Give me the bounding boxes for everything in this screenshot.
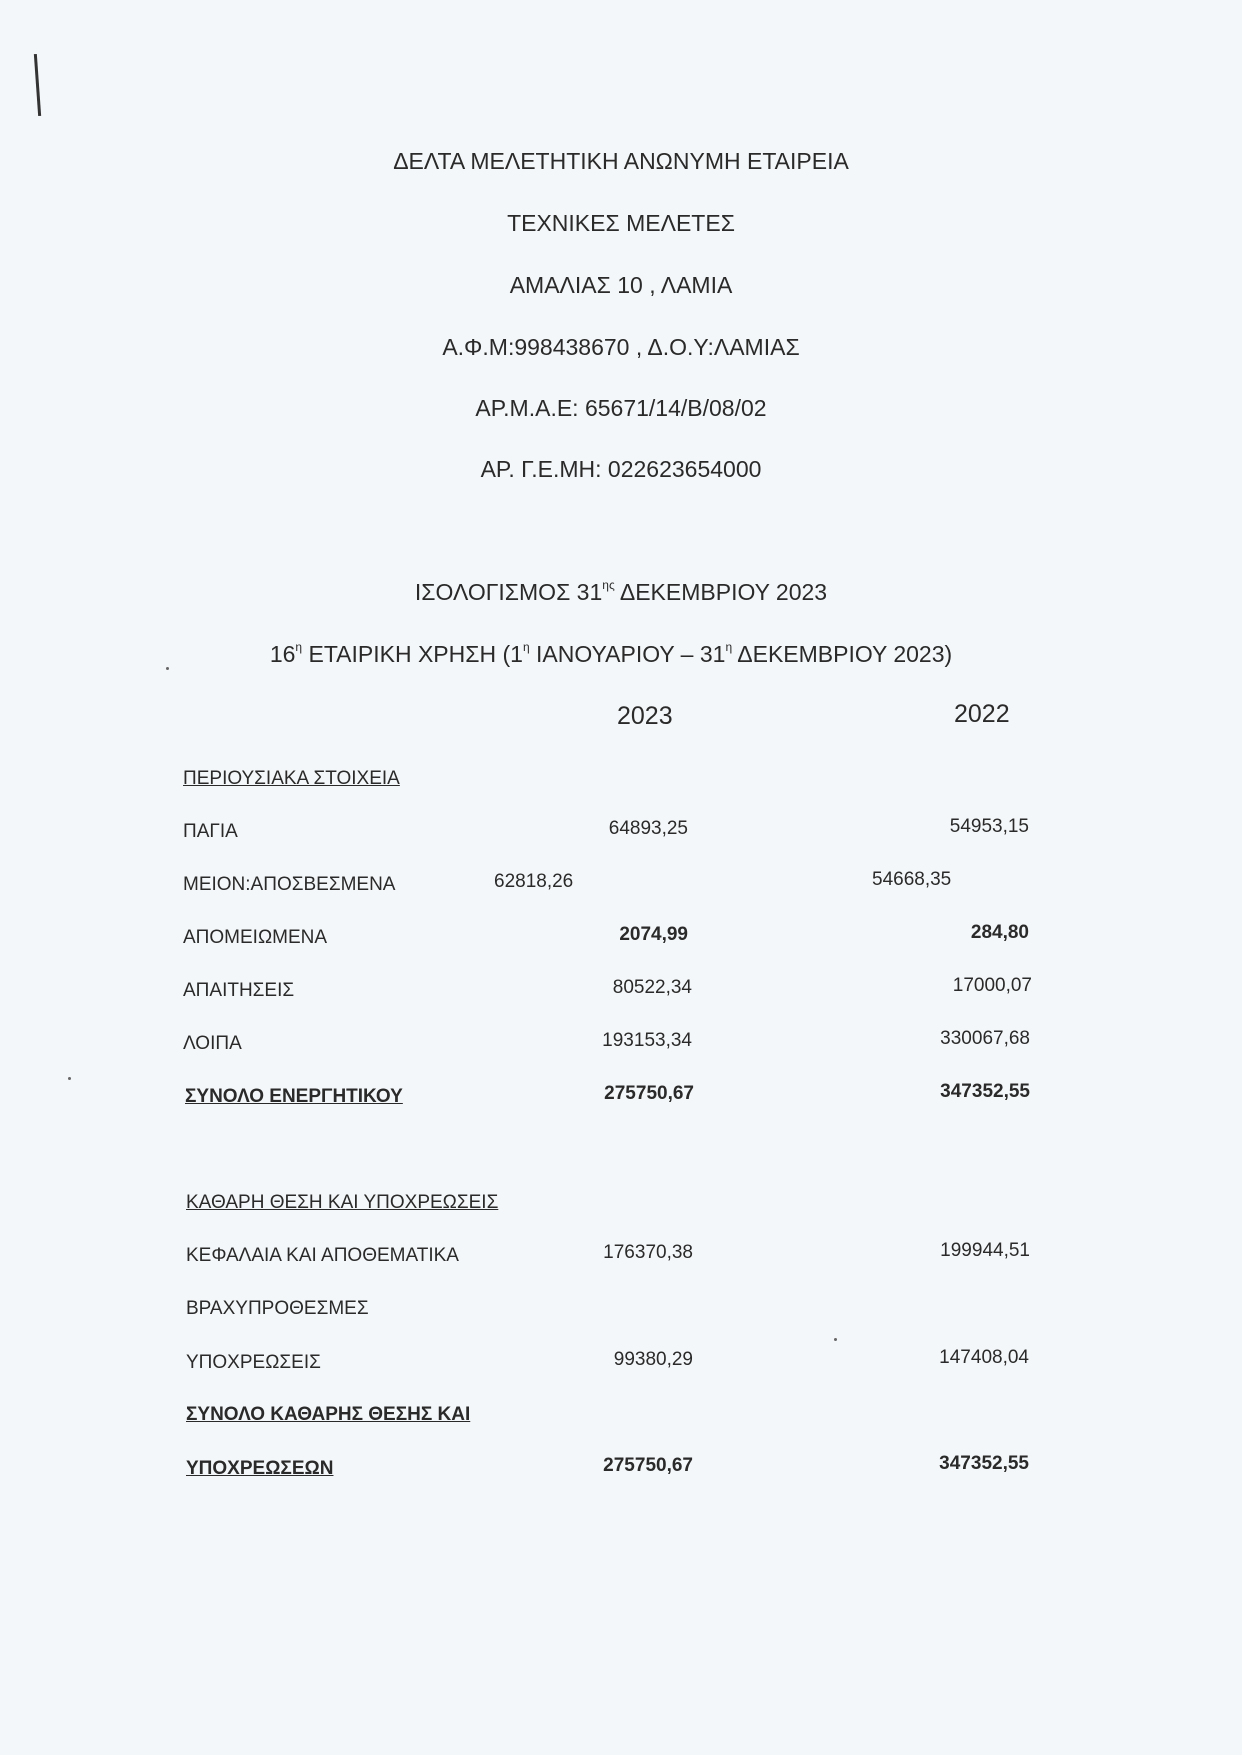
short-term-label-line1: ΒΡΑΧΥΠΡΟΘΕΣΜΕΣ: [186, 1298, 369, 1319]
total-equity-liabilities-2023: 275750,67: [603, 1455, 693, 1476]
company-activity: ΤΕΧΝΙΚΕΣ ΜΕΛΕΤΕΣ: [507, 210, 735, 236]
net-fixed-assets-2022: 284,80: [970, 922, 1029, 943]
total-assets-2023: 275750,67: [604, 1083, 694, 1104]
scan-speck: [834, 1338, 837, 1341]
other-assets-2022: 330067,68: [940, 1028, 1030, 1049]
total-equity-liabilities-label-line1: ΣΥΝΟΛΟ ΚΑΘΑΡΗΣ ΘΕΣΗΣ ΚΑΙ: [186, 1404, 471, 1425]
net-fixed-assets-label: ΑΠΟΜΕΙΩΜΕΝΑ: [183, 927, 328, 948]
gemi-number: ΑΡ. Γ.Ε.ΜΗ: 022623654000: [480, 456, 762, 482]
mae-number: ΑΡ.Μ.Α.Ε: 65671/14/Β/08/02: [475, 395, 767, 421]
equity-label: ΚΕΦΑΛΑΙΑ ΚΑΙ ΑΠΟΘΕΜΑΤΙΚΑ: [186, 1245, 459, 1266]
depreciation-2022: 54668,35: [872, 869, 952, 890]
short-term-label-line2: ΥΠΟΧΡΕΩΣΕΙΣ: [186, 1352, 321, 1373]
company-name: ΔΕΛΤΑ ΜΕΛΕΤΗΤΙΚΗ ΑΝΩΝΥΜΗ ΕΤΑΙΡΕΙΑ: [393, 148, 849, 174]
column-header-2023: 2023: [617, 702, 673, 730]
short-term-liabilities-2023: 99380,29: [613, 1349, 693, 1370]
receivables-2023: 80522,34: [612, 977, 692, 998]
equity-2022: 199944,51: [940, 1240, 1030, 1261]
fixed-assets-label: ΠΑΓΙΑ: [183, 821, 238, 842]
fixed-assets-2022: 54953,15: [949, 816, 1029, 837]
balance-sheet-title: ΙΣΟΛΟΓΙΣΜΟΣ $31^{\eta\varsigma}$ ΔΕΚΕΜΒΡΙΟΥ 2023: [414, 578, 828, 605]
depreciation-label: ΜΕΙΟΝ:ΑΠΟΣΒΕΣΜΕΝΑ: [183, 874, 396, 895]
tax-info: Α.Φ.Μ:998438670 , Δ.Ο.Υ:ΛΑΜΙΑΣ: [442, 334, 800, 360]
equity-2023: 176370,38: [603, 1242, 693, 1263]
fiscal-year-subtitle: $16^\eta$ ΕΤΑΙΡΙΚΗ ΧΡΗΣΗ ($1^\eta$ ΙΑΝΟΥΑΡΙΟΥ – $31^\eta$ ΔΕΚΕΜΒΡΙΟΥ 2023): [269, 640, 953, 667]
column-header-2022: 2022: [954, 700, 1010, 728]
total-equity-liabilities-label-line2: ΥΠΟΧΡΕΩΣΕΩΝ: [186, 1458, 334, 1479]
depreciation-2023: 62818,26: [494, 871, 574, 892]
net-fixed-assets-2023: 2074,99: [619, 924, 688, 945]
receivables-2022: 17000,07: [952, 975, 1032, 996]
short-term-liabilities-2022: 147408,04: [939, 1347, 1029, 1368]
other-assets-label: ΛΟΙΠΑ: [183, 1033, 242, 1054]
equity-liabilities-heading: ΚΑΘΑΡΗ ΘΕΣΗ ΚΑΙ ΥΠΟΧΡΕΩΣΕΙΣ: [186, 1192, 499, 1213]
total-assets-label: ΣΥΝΟΛΟ ΕΝΕΡΓΗΤΙΚΟΥ: [185, 1086, 403, 1107]
total-equity-liabilities-2022: 347352,55: [939, 1453, 1029, 1474]
other-assets-2023: 193153,34: [602, 1030, 692, 1051]
company-address: ΑΜΑΛΙΑΣ 10 , ΛΑΜΙΑ: [509, 272, 733, 298]
scan-artifact-mark: [34, 54, 41, 116]
fixed-assets-2023: 64893,25: [608, 818, 688, 839]
receivables-label: ΑΠΑΙΤΗΣΕΙΣ: [183, 980, 295, 1001]
assets-heading: ΠΕΡΙΟΥΣΙΑΚΑ ΣΤΟΙΧΕΙΑ: [183, 768, 400, 789]
total-assets-2022: 347352,55: [940, 1081, 1030, 1102]
scan-speck: [68, 1077, 71, 1080]
